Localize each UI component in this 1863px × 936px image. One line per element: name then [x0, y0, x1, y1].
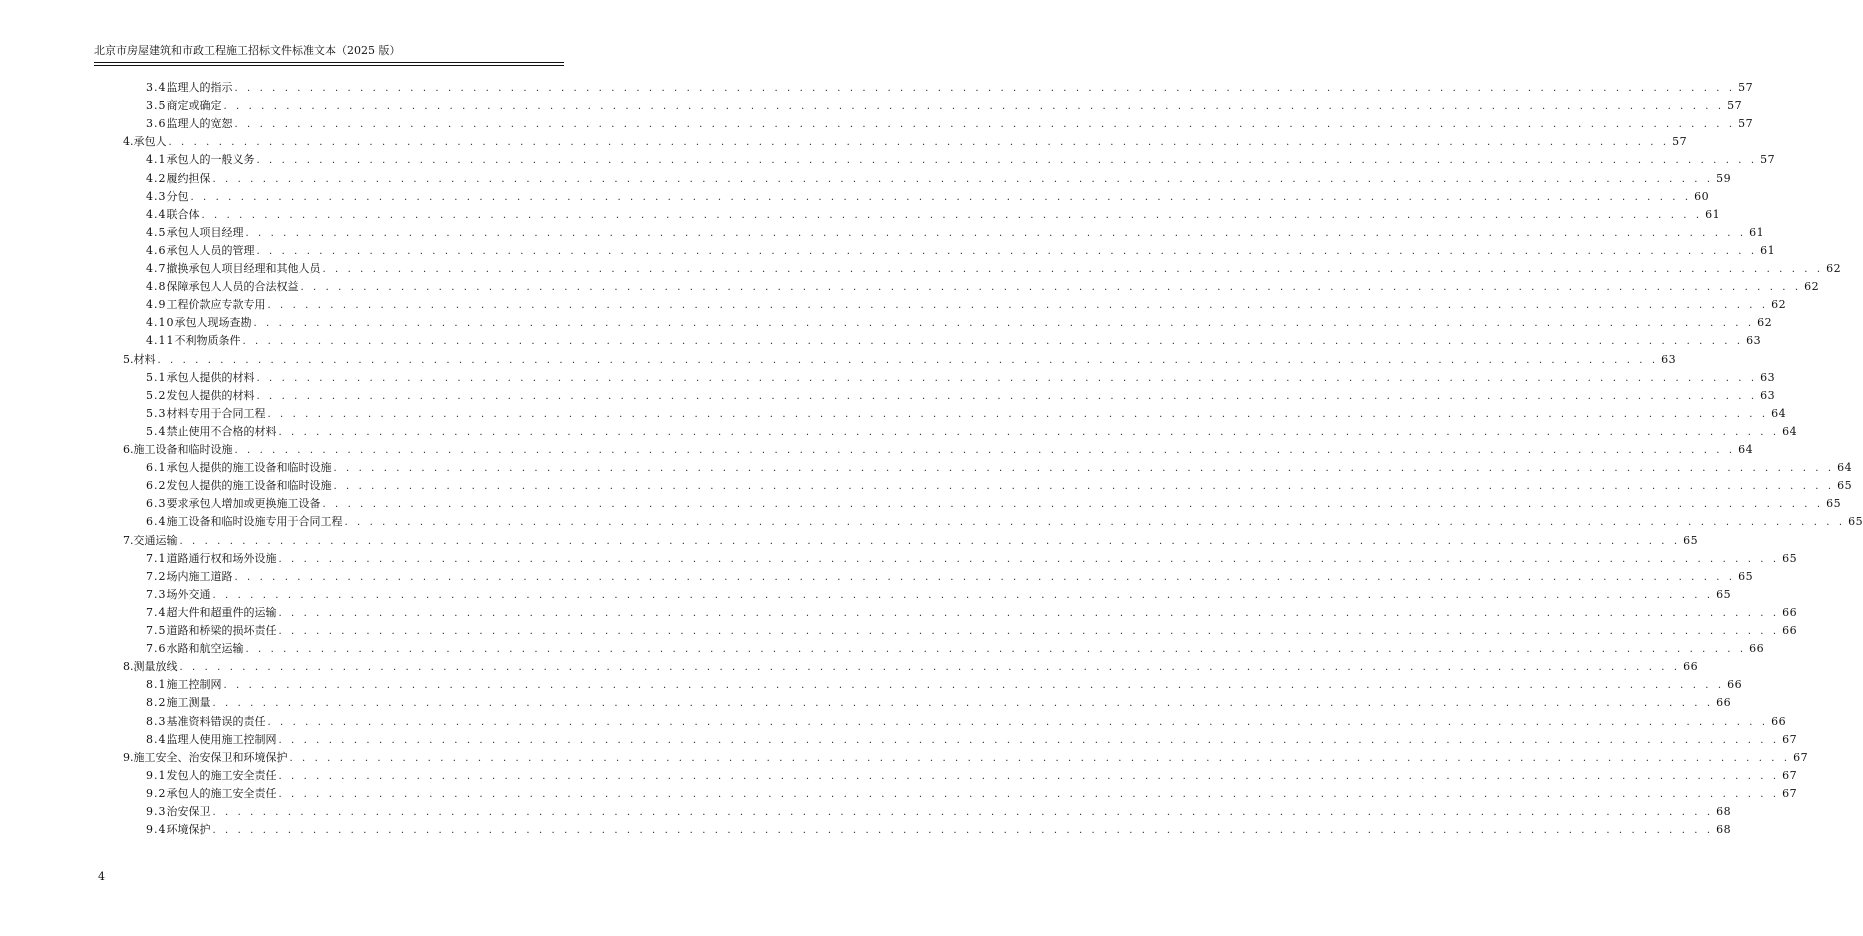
- dot-leader: . . . . . . . . . . . . . . . . . . . . . . . . . . . . . . . . . . . . . . . . . . . . . . . . . . . . . . . . . . . . . . . . . . . . . . . . . . . . . . . . . . . . . . . . . . . . . . . . . . . . . . . . . . . . . . . . . . . . . . . .: [212, 173, 1714, 185]
- toc-entry-title: [123, 534, 180, 548]
- toc-entry-title: 商定或确定: [166, 99, 222, 113]
- toc-entry-number: 4.1: [146, 153, 167, 167]
- toc-entry-title: 分包: [166, 189, 189, 203]
- toc-entry-page: 64: [1771, 406, 1787, 420]
- toc-section-entry[interactable]: [146, 370, 1776, 385]
- toc-entry-number: 5.3: [146, 406, 167, 420]
- toc-entry-title: 承包人人员的管理: [166, 243, 255, 257]
- toc-section-entry[interactable]: [146, 823, 1732, 837]
- toc-section-entry[interactable]: [146, 153, 1776, 167]
- dot-leader: . . . . . . . . . . . . . . . . . . . . . . . . . . . . . . . . . . . . . . . . . . . . . . . . . . . . . . . . . . . . . . . . . . . . . . . . . . . . . . . . . . . . . . . . . . . . . . . . . . . . . . . . . . . . . . . . . . . . . . . .: [234, 445, 1736, 456]
- toc-section-entry[interactable]: [146, 551, 1798, 566]
- dot-leader: . . . . . . . . . . . . . . . . . . . . . . . . . . . . . . . . . . . . . . . . . . . . . . . . . . . . . . . . . . . . . . . . . . . . . . . . . . . . . . . . . . . . . . . . . . . . . . . . . . . . . . . . . . . . . . . . . . . . . . . .: [278, 553, 1780, 565]
- toc-entry-page: 59: [1716, 171, 1732, 185]
- toc-entry-number: 4.2: [146, 171, 167, 185]
- toc-entry-page: 64: [1738, 443, 1754, 456]
- toc-section-entry[interactable]: [146, 298, 1787, 312]
- dot-leader: . . . . . . . . . . . . . . . . . . . . . . . . . . . . . . . . . . . . . . . . . . . . . . . . . . . . . . . . . . . . . . . . . . . . . . . . . . . . . . . . . . . . . . . . . . . . . . . . . . . . . . . . . . . . . . . . . . . . . . . .: [201, 209, 1703, 221]
- toc-section-entry[interactable]: [146, 479, 1853, 493]
- toc-section-entry[interactable]: [146, 243, 1776, 258]
- toc-section-entry[interactable]: [146, 99, 1743, 113]
- dot-leader: . . . . . . . . . . . . . . . . . . . . . . . . . . . . . . . . . . . . . . . . . . . . . . . . . . . . . . . . . . . . . . . . . . . . . . . . . . . . . . . . . . . . . . . . . . . . . . . . . . . . . . . . . . . . . . . . . . . . . . . .: [212, 698, 1714, 710]
- dot-leader: . . . . . . . . . . . . . . . . . . . . . . . . . . . . . . . . . . . . . . . . . . . . . . . . . . . . . . . . . . . . . . . . . . . . . . . . . . . . . . . . . . . . . . . . . . . . . . . . . . . . . . . . . . . . . . . . . . . . . . . .: [168, 137, 1670, 149]
- toc-entry-page: 67: [1793, 750, 1809, 764]
- toc-entry-number: 7.3: [146, 587, 167, 601]
- toc-entry-number: 8.1: [146, 678, 167, 692]
- dot-leader: . . . . . . . . . . . . . . . . . . . . . . . . . . . . . . . . . . . . . . . . . . . . . . . . . . . . . . . . . . . . . . . . . . . . . . . . . . . . . . . . . . . . . . . . . . . . . . . . . . . . . . . . . . . . . . . . . . . . . . . .: [234, 119, 1736, 131]
- dot-leader: . . . . . . . . . . . . . . . . . . . . . . . . . . . . . . . . . . . . . . . . . . . . . . . . . . . . . . . . . . . . . . . . . . . . . . . . . . . . . . . . . . . . . . . . . . . . . . . . . . . . . . . . . . . . . . . . . . . . . . . .: [300, 282, 1802, 294]
- dot-leader: . . . . . . . . . . . . . . . . . . . . . . . . . . . . . . . . . . . . . . . . . . . . . . . . . . . . . . . . . . . . . . . . . . . . . . . . . . . . . . . . . . . . . . . . . . . . . . . . . . . . . . . . . . . . . . . . . . . . . . . .: [212, 589, 1714, 601]
- toc-entry-title: 施工测量: [166, 696, 211, 710]
- toc-entry-page: 57: [1727, 99, 1743, 113]
- dot-leader: . . . . . . . . . . . . . . . . . . . . . . . . . . . . . . . . . . . . . . . . . . . . . . . . . . . . . . . . . . . . . . . . . . . . . . . . . . . . . . . . . . . . . . . . . . . . . . . . . . . . . . . . . . . . . . . . . . . . . . . .: [234, 571, 1736, 583]
- dot-leader: . . . . . . . . . . . . . . . . . . . . . . . . . . . . . . . . . . . . . . . . . . . . . . . . . . . . . . . . . . . . . . . . . . . . . . . . . . . . . . . . . . . . . . . . . . . . . . . . . . . . . . . . . . . . . . . . . . . . . . . .: [333, 463, 1835, 475]
- toc-entry-title: 材料专用于合同工程: [166, 406, 266, 420]
- toc-entry-title: 场外交通: [166, 587, 211, 601]
- toc-entry-number: 7.2: [146, 569, 167, 583]
- toc-entry-page: 61: [1760, 243, 1776, 257]
- toc-entry-number: 9.4: [146, 823, 167, 837]
- toc-section-entry[interactable]: [146, 117, 1754, 131]
- toc-entry-title: 承包人的施工安全责任: [166, 786, 277, 800]
- dot-leader: . . . . . . . . . . . . . . . . . . . . . . . . . . . . . . . . . . . . . . . . . . . . . . . . . . . . . . . . . . . . . . . . . . . . . . . . . . . . . . . . . . . . . . . . . . . . . . . . . . . . . . . . . . . . . . . . . . . . . . . .: [253, 318, 1755, 330]
- toc-section-entry[interactable]: [146, 714, 1787, 729]
- toc-section-entry[interactable]: [146, 605, 1798, 620]
- toc-entry-title: 承包人项目经理: [166, 225, 244, 239]
- toc-section-entry[interactable]: [146, 696, 1732, 710]
- toc-chapter-entry[interactable]: [123, 660, 1699, 674]
- toc-section-entry[interactable]: [146, 388, 1776, 403]
- dot-leader: . . . . . . . . . . . . . . . . . . . . . . . . . . . . . . . . . . . . . . . . . . . . . . . . . . . . . . . . . . . . . . . . . . . . . . . . . . . . . . . . . . . . . . . . . . . . . . . . . . . . . . . . . . . . . . . . . . . . . . . .: [278, 770, 1780, 782]
- toc-entry-page: 66: [1782, 605, 1798, 619]
- toc-entry-page: 57: [1738, 81, 1754, 94]
- toc-entry-page: 63: [1760, 388, 1776, 402]
- toc-entry-number: 4.4: [146, 207, 167, 221]
- toc-entry-page: 66: [1727, 678, 1743, 692]
- toc-entry-title: 履约担保: [166, 171, 211, 185]
- toc-entry-title: 联合体: [166, 207, 200, 221]
- toc-section-entry[interactable]: [146, 207, 1721, 222]
- dot-leader: . . . . . . . . . . . . . . . . . . . . . . . . . . . . . . . . . . . . . . . . . . . . . . . . . . . . . . . . . . . . . . . . . . . . . . . . . . . . . . . . . . . . . . . . . . . . . . . . . . . . . . . . . . . . . . . . . . . . . . . .: [223, 680, 1725, 692]
- toc-entry-text: 施工设备和临时设施: [133, 443, 233, 456]
- dot-leader: . . . . . . . . . . . . . . . . . . . . . . . . . . . . . . . . . . . . . . . . . . . . . . . . . . . . . . . . . . . . . . . . . . . . . . . . . . . . . . . . . . . . . . . . . . . . . . . . . . . . . . . . . . . . . . . . . . . . . . . .: [256, 245, 1758, 257]
- toc-chapter-entry[interactable]: [123, 750, 1809, 765]
- toc-entry-number: 5.2: [146, 388, 167, 402]
- toc-entry-number: 5.: [123, 352, 134, 366]
- toc-entry-title: 施工设备和临时设施专用于合同工程: [166, 515, 343, 529]
- toc-entry-page: 65: [1848, 515, 1863, 529]
- toc-chapter-entry[interactable]: [123, 135, 1688, 149]
- toc-entry-number: 5.1: [146, 370, 167, 384]
- toc-entry-title: 施工控制网: [166, 678, 222, 692]
- toc-entry-number: 6.1: [146, 461, 167, 475]
- toc-entry-number: 4.9: [146, 298, 167, 312]
- dot-leader: . . . . . . . . . . . . . . . . . . . . . . . . . . . . . . . . . . . . . . . . . . . . . . . . . . . . . . . . . . . . . . . . . . . . . . . . . . . . . . . . . . . . . . . . . . . . . . . . . . . . . . . . . . . . . . . . . . . . . . . .: [157, 354, 1659, 366]
- dot-leader: . . . . . . . . . . . . . . . . . . . . . . . . . . . . . . . . . . . . . . . . . . . . . . . . . . . . . . . . . . . . . . . . . . . . . . . . . . . . . . . . . . . . . . . . . . . . . . . . . . . . . . . . . . . . . . . . . . . . . . . .: [267, 408, 1769, 420]
- toc-section-entry[interactable]: [146, 406, 1787, 421]
- toc-section-entry[interactable]: [146, 642, 1765, 656]
- toc-entry-title: 发包人提供的施工设备和临时设施: [166, 479, 332, 493]
- toc-entry-page: 65: [1782, 551, 1798, 565]
- toc-section-entry[interactable]: [146, 805, 1732, 819]
- toc-entry-number: 3.6: [146, 117, 167, 131]
- toc-entry-page: 63: [1746, 334, 1762, 348]
- toc-entry-number: 6.3: [146, 497, 167, 511]
- toc-section-entry[interactable]: [146, 334, 1762, 348]
- toc-entry-title: 承包人现场查勘: [174, 316, 252, 330]
- toc-entry-number: 8.: [123, 660, 134, 674]
- toc-entry-page: 66: [1683, 660, 1699, 674]
- header-rule-thin: [94, 65, 564, 66]
- toc-entry-page: 68: [1716, 805, 1732, 818]
- toc-entry-page: 68: [1716, 823, 1732, 837]
- dot-leader: . . . . . . . . . . . . . . . . . . . . . . . . . . . . . . . . . . . . . . . . . . . . . . . . . . . . . . . . . . . . . . . . . . . . . . . . . . . . . . . . . . . . . . . . . . . . . . . . . . . . . . . . . . . . . . . . . . . . . . . .: [212, 825, 1714, 837]
- dot-leader: . . . . . . . . . . . . . . . . . . . . . . . . . . . . . . . . . . . . . . . . . . . . . . . . . . . . . . . . . . . . . . . . . . . . . . . . . . . . . . . . . . . . . . . . . . . . . . . . . . . . . . . . . . . . . . . . . . . . . . . .: [267, 716, 1769, 728]
- toc-entry-title: 监理人的指示: [166, 81, 233, 94]
- toc-section-entry[interactable]: [146, 786, 1798, 801]
- toc-entry-number: 4.5: [146, 225, 167, 239]
- toc-entry-number: 9.1: [146, 768, 167, 782]
- dot-leader: . . . . . . . . . . . . . . . . . . . . . . . . . . . . . . . . . . . . . . . . . . . . . . . . . . . . . . . . . . . . . . . . . . . . . . . . . . . . . . . . . . . . . . . . . . . . . . . . . . . . . . . . . . . . . . . . . . . . . . . .: [234, 83, 1736, 94]
- dot-leader: . . . . . . . . . . . . . . . . . . . . . . . . . . . . . . . . . . . . . . . . . . . . . . . . . . . . . . . . . . . . . . . . . . . . . . . . . . . . . . . . . . . . . . . . . . . . . . . . . . . . . . . . . . . . . . . . . . . . . . . .: [179, 662, 1681, 674]
- dot-leader: . . . . . . . . . . . . . . . . . . . . . . . . . . . . . . . . . . . . . . . . . . . . . . . . . . . . . . . . . . . . . . . . . . . . . . . . . . . . . . . . . . . . . . . . . . . . . . . . . . . . . . . . . . . . . . . . . . . . . . . .: [190, 191, 1692, 203]
- toc-entry-page: 62: [1771, 298, 1787, 312]
- toc-entry-number: 9.: [123, 750, 134, 764]
- toc-section-entry[interactable]: [146, 624, 1798, 638]
- dot-leader: . . . . . . . . . . . . . . . . . . . . . . . . . . . . . . . . . . . . . . . . . . . . . . . . . . . . . . . . . . . . . . . . . . . . . . . . . . . . . . . . . . . . . . . . . . . . . . . . . . . . . . . . . . . . . . . . . . . . . . . .: [256, 390, 1758, 402]
- toc-entry-text: 测量放线: [133, 660, 178, 674]
- toc-chapter-entry[interactable]: [123, 443, 1754, 457]
- dot-leader: . . . . . . . . . . . . . . . . . . . . . . . . . . . . . . . . . . . . . . . . . . . . . . . . . . . . . . . . . . . . . . . . . . . . . . . . . . . . . . . . . . . . . . . . . . . . . . . . . . . . . . . . . . . . . . . . . . . . . . . .: [278, 426, 1780, 438]
- toc-entry-number: 7.6: [146, 642, 167, 656]
- toc-entry-page: 57: [1738, 117, 1754, 131]
- toc-entry-page: 66: [1771, 714, 1787, 728]
- dot-leader: . . . . . . . . . . . . . . . . . . . . . . . . . . . . . . . . . . . . . . . . . . . . . . . . . . . . . . . . . . . . . . . . . . . . . . . . . . . . . . . . . . . . . . . . . . . . . . . . . . . . . . . . . . . . . . . . . . . . . . . .: [278, 734, 1780, 746]
- toc-entry-title: 承包人的一般义务: [166, 153, 255, 167]
- toc-entry-page: 63: [1661, 352, 1677, 366]
- toc-entry-page: 60: [1694, 189, 1710, 203]
- toc-entry-number: 4.: [123, 135, 134, 149]
- toc-entry-page: 66: [1716, 696, 1732, 710]
- dot-leader: . . . . . . . . . . . . . . . . . . . . . . . . . . . . . . . . . . . . . . . . . . . . . . . . . . . . . . . . . . . . . . . . . . . . . . . . . . . . . . . . . . . . . . . . . . . . . . . . . . . . . . . . . . . . . . . . . . . . . . . .: [322, 264, 1824, 275]
- toc-chapter-entry[interactable]: [123, 352, 1677, 367]
- toc-entry-title: 保障承包人人员的合法权益: [166, 280, 299, 294]
- toc-entry-number: 4.7: [146, 262, 167, 275]
- toc-entry-number: 3.4: [146, 81, 167, 94]
- dot-leader: . . . . . . . . . . . . . . . . . . . . . . . . . . . . . . . . . . . . . . . . . . . . . . . . . . . . . . . . . . . . . . . . . . . . . . . . . . . . . . . . . . . . . . . . . . . . . . . . . . . . . . . . . . . . . . . . . . . . . . . .: [278, 626, 1780, 637]
- toc-section-entry[interactable]: [146, 461, 1853, 475]
- toc-entry-number: 4.3: [146, 189, 167, 203]
- toc-entry-title: [123, 660, 180, 674]
- dot-leader: . . . . . . . . . . . . . . . . . . . . . . . . . . . . . . . . . . . . . . . . . . . . . . . . . . . . . . . . . . . . . . . . . . . . . . . . . . . . . . . . . . . . . . . . . . . . . . . . . . . . . . . . . . . . . . . . . . . . . . . .: [289, 752, 1791, 764]
- toc-section-entry[interactable]: [146, 732, 1798, 747]
- toc-entry-number: 8.2: [146, 696, 167, 710]
- toc-entry-text: 施工安全、治安保卫和环境保护: [133, 750, 288, 764]
- toc-entry-number: 4.11: [146, 334, 175, 348]
- toc-section-entry[interactable]: [146, 81, 1754, 95]
- toc-entry-page: 65: [1683, 533, 1699, 547]
- toc-entry-text: 材料: [133, 352, 156, 366]
- toc-entry-page: 57: [1672, 135, 1688, 149]
- toc-entry-number: 8.3: [146, 714, 167, 728]
- toc-entry-number: 9.2: [146, 786, 167, 800]
- toc-entry-title: 治安保卫: [166, 805, 211, 818]
- dot-leader: . . . . . . . . . . . . . . . . . . . . . . . . . . . . . . . . . . . . . . . . . . . . . . . . . . . . . . . . . . . . . . . . . . . . . . . . . . . . . . . . . . . . . . . . . . . . . . . . . . . . . . . . . . . . . . . . . . . . . . . .: [212, 807, 1714, 818]
- running-header: 北京市房屋建筑和市政工程施工招标文件标准文本（2025 版）: [94, 44, 401, 57]
- toc-entry-page: 64: [1837, 461, 1853, 475]
- toc-entry-title: 撤换承包人项目经理和其他人员: [166, 262, 321, 275]
- toc-entry-page: 67: [1782, 786, 1798, 800]
- toc-entry-number: 7.: [123, 533, 134, 547]
- dot-leader: . . . . . . . . . . . . . . . . . . . . . . . . . . . . . . . . . . . . . . . . . . . . . . . . . . . . . . . . . . . . . . . . . . . . . . . . . . . . . . . . . . . . . . . . . . . . . . . . . . . . . . . . . . . . . . . . . . . . . . . .: [256, 155, 1758, 167]
- toc-entry-title: [123, 353, 158, 367]
- toc-entry-page: 64: [1782, 424, 1798, 438]
- toc-entry-title: 超大件和超重件的运输: [166, 605, 277, 619]
- toc-entry-title: 承包人提供的材料: [166, 370, 255, 384]
- toc-entry-title: [123, 135, 169, 149]
- toc-section-entry[interactable]: [146, 768, 1798, 783]
- toc-entry-number: 4.8: [146, 280, 167, 294]
- toc-section-entry[interactable]: [146, 424, 1798, 439]
- toc-entry-number: 5.4: [146, 424, 167, 438]
- toc-section-entry[interactable]: [146, 678, 1743, 692]
- toc-entry-title: 场内施工道路: [166, 569, 233, 583]
- toc-entry-title: 承包人提供的施工设备和临时设施: [166, 461, 332, 475]
- toc-entry-title: 道路通行权和场外设施: [166, 551, 277, 565]
- toc-section-entry[interactable]: [146, 189, 1710, 204]
- toc-entry-page: 63: [1760, 370, 1776, 384]
- toc-entry-number: 6.: [123, 443, 134, 456]
- dot-leader: . . . . . . . . . . . . . . . . . . . . . . . . . . . . . . . . . . . . . . . . . . . . . . . . . . . . . . . . . . . . . . . . . . . . . . . . . . . . . . . . . . . . . . . . . . . . . . . . . . . . . . . . . . . . . . . . . . . . . . . .: [322, 499, 1824, 511]
- toc-entry-title: 禁止使用不合格的材料: [166, 424, 277, 438]
- dot-leader: . . . . . . . . . . . . . . . . . . . . . . . . . . . . . . . . . . . . . . . . . . . . . . . . . . . . . . . . . . . . . . . . . . . . . . . . . . . . . . . . . . . . . . . . . . . . . . . . . . . . . . . . . . . . . . . . . . . . . . . .: [267, 300, 1769, 312]
- dot-leader: . . . . . . . . . . . . . . . . . . . . . . . . . . . . . . . . . . . . . . . . . . . . . . . . . . . . . . . . . . . . . . . . . . . . . . . . . . . . . . . . . . . . . . . . . . . . . . . . . . . . . . . . . . . . . . . . . . . . . . . .: [223, 101, 1725, 113]
- toc-entry-title: 基准资料错误的责任: [166, 714, 266, 728]
- toc-section-entry[interactable]: [146, 171, 1732, 186]
- toc-entry-title: 道路和桥梁的损坏责任: [166, 624, 277, 637]
- dot-leader: . . . . . . . . . . . . . . . . . . . . . . . . . . . . . . . . . . . . . . . . . . . . . . . . . . . . . . . . . . . . . . . . . . . . . . . . . . . . . . . . . . . . . . . . . . . . . . . . . . . . . . . . . . . . . . . . . . . . . . . .: [278, 788, 1780, 800]
- toc-entry-number: 7.5: [146, 624, 167, 637]
- dot-leader: . . . . . . . . . . . . . . . . . . . . . . . . . . . . . . . . . . . . . . . . . . . . . . . . . . . . . . . . . . . . . . . . . . . . . . . . . . . . . . . . . . . . . . . . . . . . . . . . . . . . . . . . . . . . . . . . . . . . . . . .: [278, 607, 1780, 619]
- toc-entry-page: 66: [1782, 624, 1798, 637]
- toc-entry-number: 6.2: [146, 479, 167, 493]
- dot-leader: . . . . . . . . . . . . . . . . . . . . . . . . . . . . . . . . . . . . . . . . . . . . . . . . . . . . . . . . . . . . . . . . . . . . . . . . . . . . . . . . . . . . . . . . . . . . . . . . . . . . . . . . . . . . . . . . . . . . . . . .: [333, 481, 1835, 493]
- toc-entry-title: 发包人提供的材料: [166, 388, 255, 402]
- toc-entry-title: 监理人使用施工控制网: [166, 732, 277, 746]
- dot-leader: . . . . . . . . . . . . . . . . . . . . . . . . . . . . . . . . . . . . . . . . . . . . . . . . . . . . . . . . . . . . . . . . . . . . . . . . . . . . . . . . . . . . . . . . . . . . . . . . . . . . . . . . . . . . . . . . . . . . . . . .: [242, 336, 1744, 348]
- toc-entry-page: 65: [1716, 587, 1732, 601]
- toc-entry-page: 62: [1826, 262, 1842, 275]
- toc-entry-number: 8.4: [146, 732, 167, 746]
- toc-entry-title: 环境保护: [166, 823, 211, 837]
- toc-chapter-entry[interactable]: [123, 533, 1699, 548]
- toc-entry-page: 62: [1757, 316, 1773, 330]
- toc-entry-page: 67: [1782, 732, 1798, 746]
- toc-section-entry[interactable]: [146, 497, 1842, 511]
- toc-entry-page: 57: [1760, 153, 1776, 167]
- toc-section-entry[interactable]: [146, 280, 1820, 294]
- toc-entry-number: 7.1: [146, 551, 167, 565]
- toc-entry-title: 发包人的施工安全责任: [166, 768, 277, 782]
- toc-entry-text: 承包人: [133, 135, 167, 149]
- toc-entry-page: 65: [1837, 479, 1853, 493]
- toc-entry-page: 65: [1738, 569, 1754, 583]
- toc-section-entry[interactable]: [146, 515, 1863, 529]
- toc-section-entry[interactable]: [146, 569, 1754, 584]
- toc-entry-text: 交通运输: [133, 533, 178, 547]
- toc-entry-title: 水路和航空运输: [166, 642, 244, 656]
- dot-leader: . . . . . . . . . . . . . . . . . . . . . . . . . . . . . . . . . . . . . . . . . . . . . . . . . . . . . . . . . . . . . . . . . . . . . . . . . . . . . . . . . . . . . . . . . . . . . . . . . . . . . . . . . . . . . . . . . . . . . . . .: [179, 535, 1681, 547]
- dot-leader: . . . . . . . . . . . . . . . . . . . . . . . . . . . . . . . . . . . . . . . . . . . . . . . . . . . . . . . . . . . . . . . . . . . . . . . . . . . . . . . . . . . . . . . . . . . . . . . . . . . . . . . . . . . . . . . . . . . . . . . .: [344, 517, 1846, 529]
- dot-leader: . . . . . . . . . . . . . . . . . . . . . . . . . . . . . . . . . . . . . . . . . . . . . . . . . . . . . . . . . . . . . . . . . . . . . . . . . . . . . . . . . . . . . . . . . . . . . . . . . . . . . . . . . . . . . . . . . . . . . . . .: [245, 227, 1747, 239]
- toc-entry-number: 4.10: [146, 316, 175, 330]
- toc-section-entry[interactable]: [146, 316, 1773, 330]
- toc-section-entry[interactable]: [146, 225, 1765, 240]
- page-number: 4: [98, 870, 105, 883]
- toc-entry-number: 7.4: [146, 605, 167, 619]
- toc-section-entry[interactable]: [146, 587, 1732, 602]
- toc-entry-number: 6.4: [146, 515, 167, 529]
- toc-entry-title: 要求承包人增加或更换施工设备: [166, 497, 321, 511]
- toc-entry-title: 监理人的宽恕: [166, 117, 233, 131]
- toc-entry-title: [123, 443, 235, 457]
- toc-entry-page: 61: [1749, 225, 1765, 239]
- toc-entry-page: 62: [1804, 280, 1820, 294]
- toc-entry-title: 工程价款应专款专用: [166, 298, 266, 312]
- toc-entry-number: 3.5: [146, 99, 167, 113]
- toc-entry-title: 不利物质条件: [174, 334, 241, 348]
- toc-entry-page: 61: [1705, 207, 1721, 221]
- dot-leader: . . . . . . . . . . . . . . . . . . . . . . . . . . . . . . . . . . . . . . . . . . . . . . . . . . . . . . . . . . . . . . . . . . . . . . . . . . . . . . . . . . . . . . . . . . . . . . . . . . . . . . . . . . . . . . . . . . . . . . . .: [256, 372, 1758, 384]
- toc-entry-page: 67: [1782, 768, 1798, 782]
- toc-section-entry[interactable]: [146, 262, 1842, 276]
- header-rule-thick: [94, 62, 564, 63]
- toc-entry-number: 9.3: [146, 805, 167, 818]
- toc-entry-title: [123, 751, 290, 765]
- toc-entry-page: 65: [1826, 497, 1842, 511]
- toc-entry-page: 66: [1749, 642, 1765, 656]
- toc-entry-number: 4.6: [146, 243, 167, 257]
- dot-leader: . . . . . . . . . . . . . . . . . . . . . . . . . . . . . . . . . . . . . . . . . . . . . . . . . . . . . . . . . . . . . . . . . . . . . . . . . . . . . . . . . . . . . . . . . . . . . . . . . . . . . . . . . . . . . . . . . . . . . . . .: [245, 644, 1747, 656]
